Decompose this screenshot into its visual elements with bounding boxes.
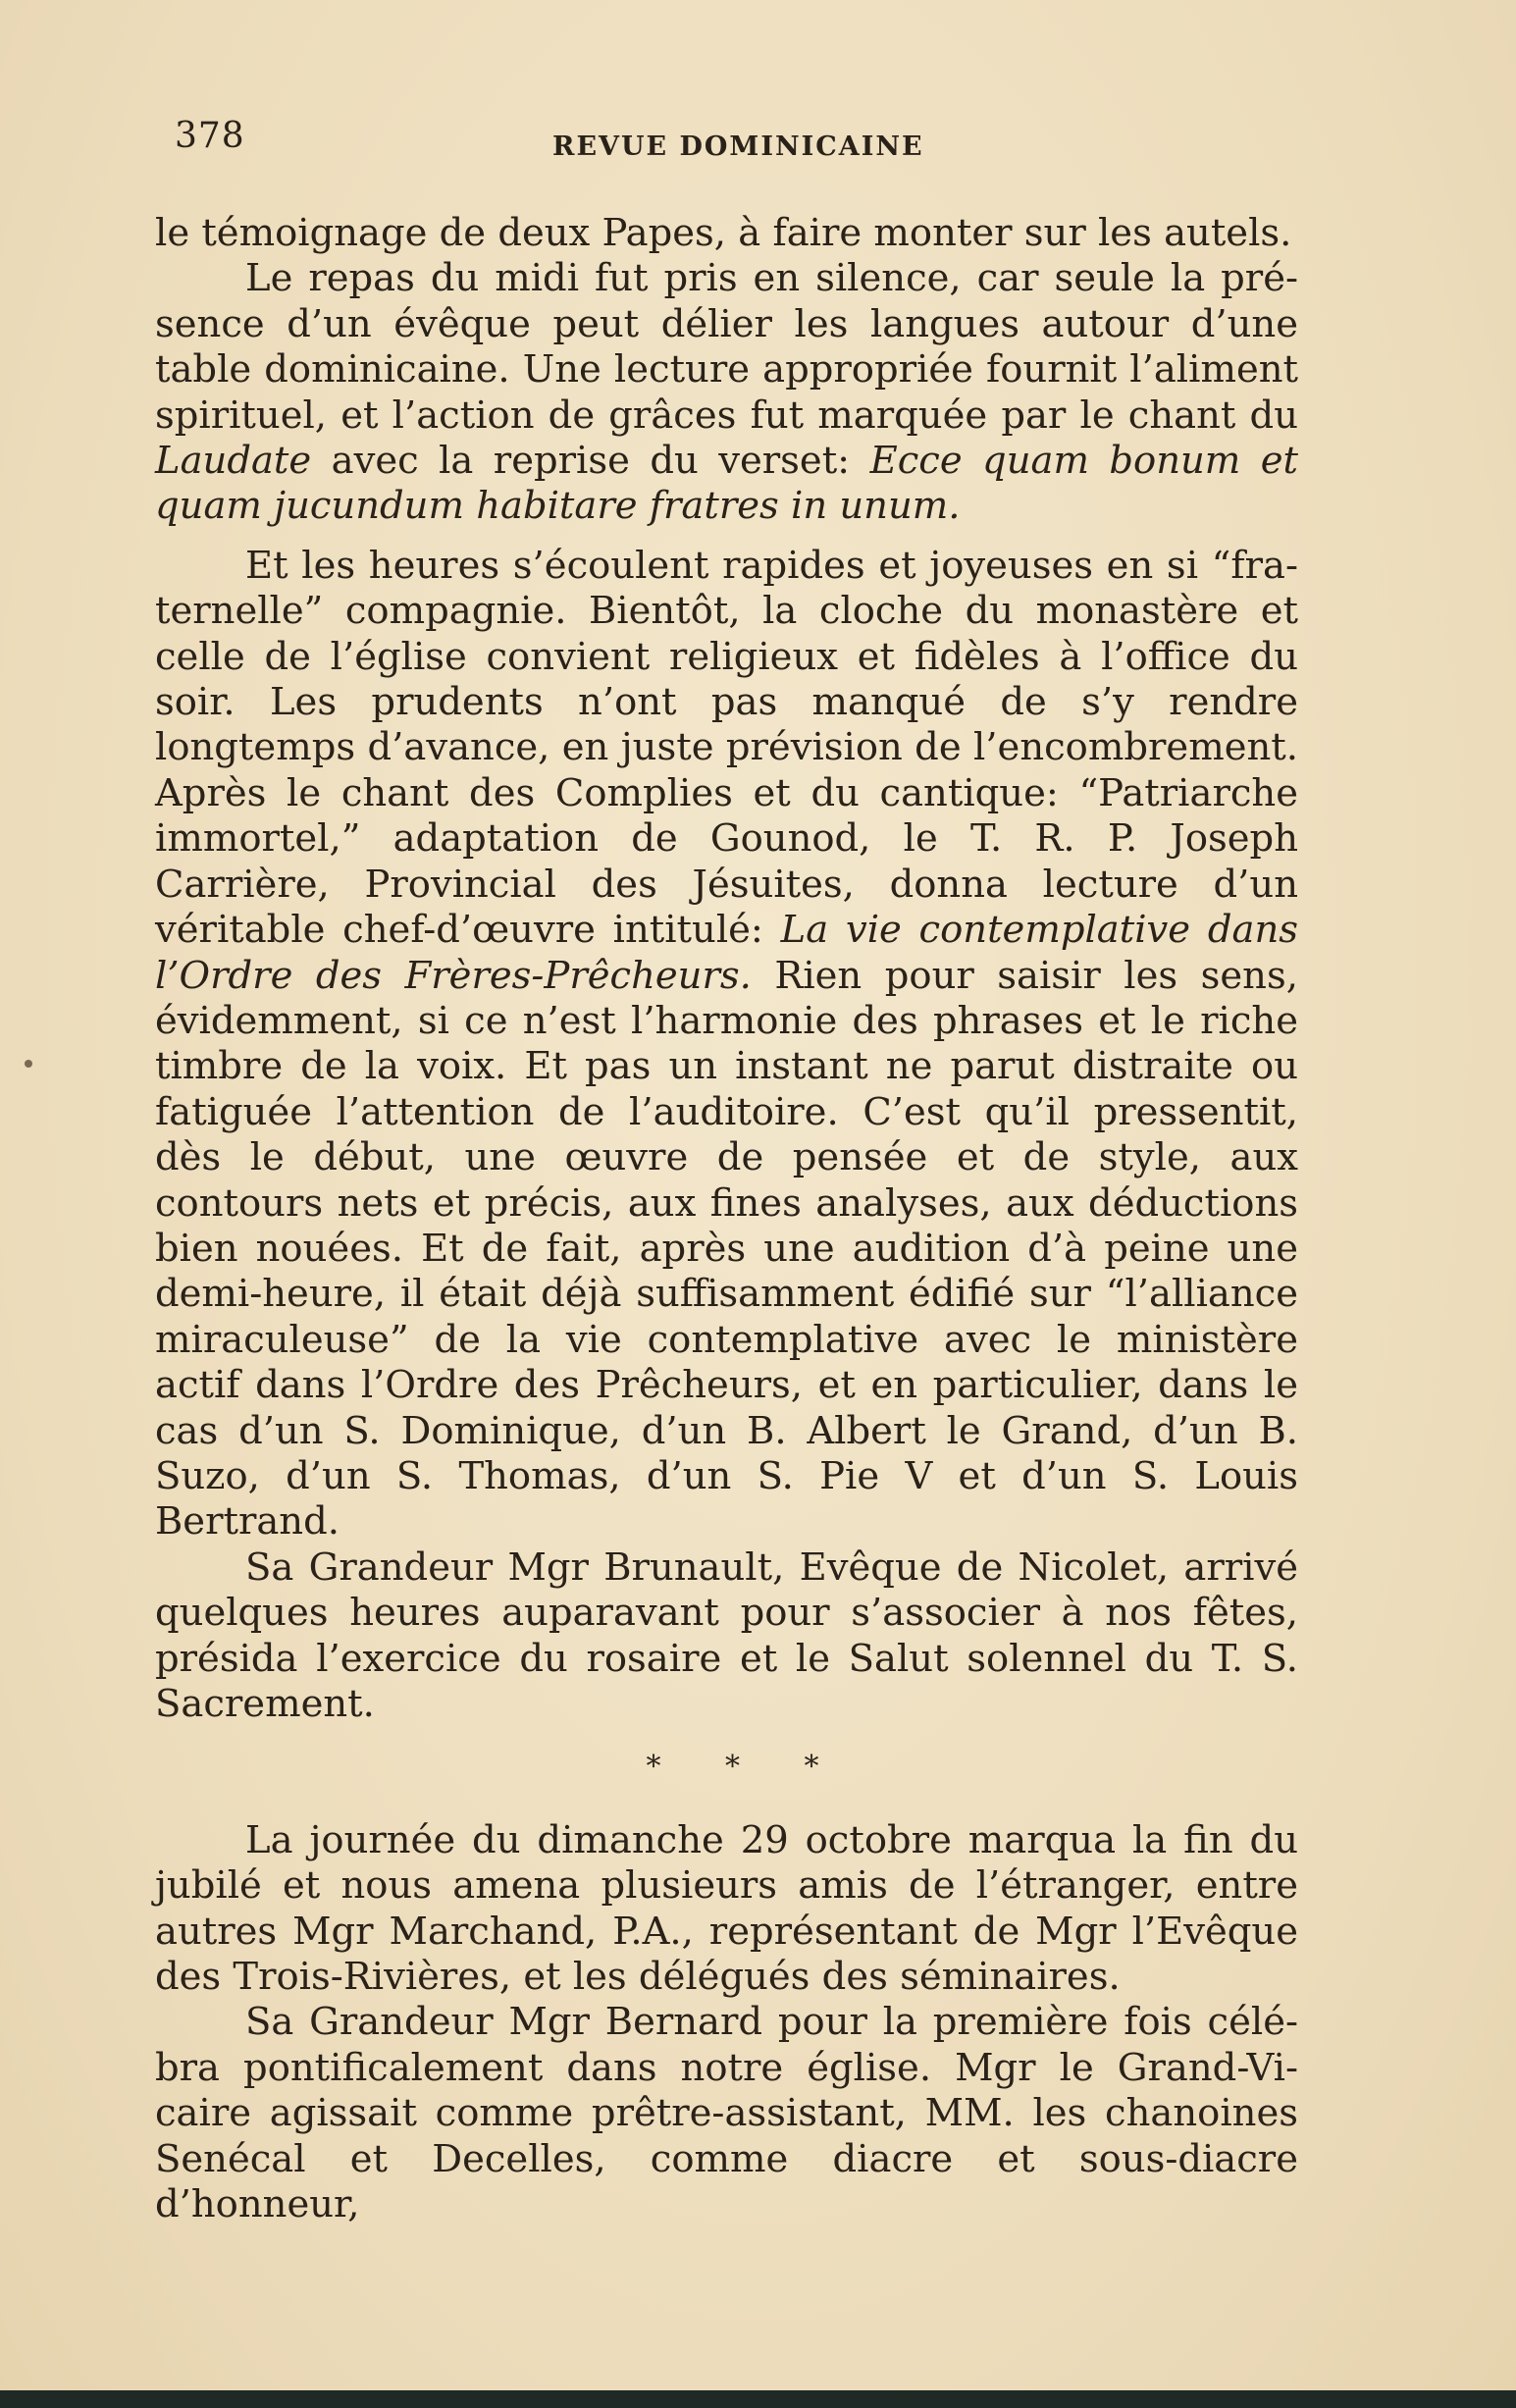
- margin-speck: [25, 1060, 32, 1068]
- latin-verse: Ecce quam bonum et quam jucundum habitare fratres in unum.: [155, 439, 1299, 529]
- page-number: 378: [175, 116, 245, 156]
- page-bottom-edge: [0, 2390, 1516, 2408]
- paragraph-evening: [155, 544, 1298, 1545]
- lecture-title: La vie contemplative dans l’Ordre des Frères-Prêcheurs.: [155, 908, 1298, 998]
- article-body: [155, 211, 1298, 2227]
- paragraph-lunch: [155, 256, 1298, 529]
- paragraph-brunault: Sa Grandeur Mgr Brunault, Evêque de Nicolet, arrivé quelques heures auparavant pour s’associer à nos fêtes, présida l’exercice du rosaire et le Salut solennel du T. S. Sacrement.: [155, 1544, 1298, 1726]
- paragraph-text: Le repas du midi fut pris en silence, car seule la présence d’un évêque peut délier les langues autour d’une table dominicaine. Une lecture appropriée fournit l’aliment spirituel, et l’action de grâces fut marquée par le chant du: [155, 256, 1298, 438]
- paragraph-text: Et les heures s’écoulent rapides et joyeuses en si “fraternelle” compagnie. Bientôt, la cloche du monastère et celle de l’église convient religieux et fidèles à l’office du soir. Les prudents n’ont pas manqué de s’y rendre longtemps d’avance, en juste prévision de l’encombrement. Après le chant des Complies et du cantique: “Patriarche immortel,” adaptation de Gounod, le T. R. P. Joseph Carrière, Provincial des Jésuites, donna lecture d’un véritable chef-d’œuvre intitulé:: [155, 543, 1298, 953]
- running-head: REVUE DOMINICAINE: [552, 131, 924, 162]
- paragraph-sunday: La journée du dimanche 29 octobre marqua la fin du jubilé et nous amena plusieurs amis de l’étranger, entre autres Mgr Marchand, P.A., représentant de Mgr l’Evêque des Trois-Rivières, et les délégués des séminaires.: [155, 1817, 1298, 2000]
- paragraph-continuation: le témoignage de deux Papes, à faire monter sur les autels.: [155, 211, 1292, 255]
- laudate-title: Laudate: [155, 439, 312, 484]
- page-header: [175, 116, 1313, 175]
- paragraph-text: avec la reprise du verset:: [311, 439, 870, 484]
- paragraph-text: Rien pour saisir les sens, évidemment, si ce n’est l’harmonie des phrases et le riche timbre de la voix. Et pas un instant ne parut distraite ou fatiguée l’attention de l’auditoire. C’est qu’il pressentit, dès le début, une œuvre de pensée et de style, aux contours nets et précis, aux fines analyses, aux déductions bien nouées. Et de fait, après une audition d’à peine une demi-heure, il était déjà suffisamment édifié sur “l’alliance miraculeuse” de la vie contemplative avec le ministère actif dans l’Ordre des Prêcheurs, et en particulier, dans le cas d’un S. Dominique, d’un B. Albert le Grand, d’un B. Suzo, d’un S. Thomas, d’un S. Pie V et d’un S. Louis Bertrand.: [155, 953, 1298, 1544]
- section-separator: * * *: [646, 1750, 847, 1785]
- paragraph-bernard: Sa Grandeur Mgr Bernard pour la première fois célébra pontificalement dans notre église. Mgr le Grand-Vicaire agissait comme prêtre-assistant, MM. les chanoines Senécal et Decelles, comme diacre et sous-diacre d’honneur,: [155, 2000, 1298, 2227]
